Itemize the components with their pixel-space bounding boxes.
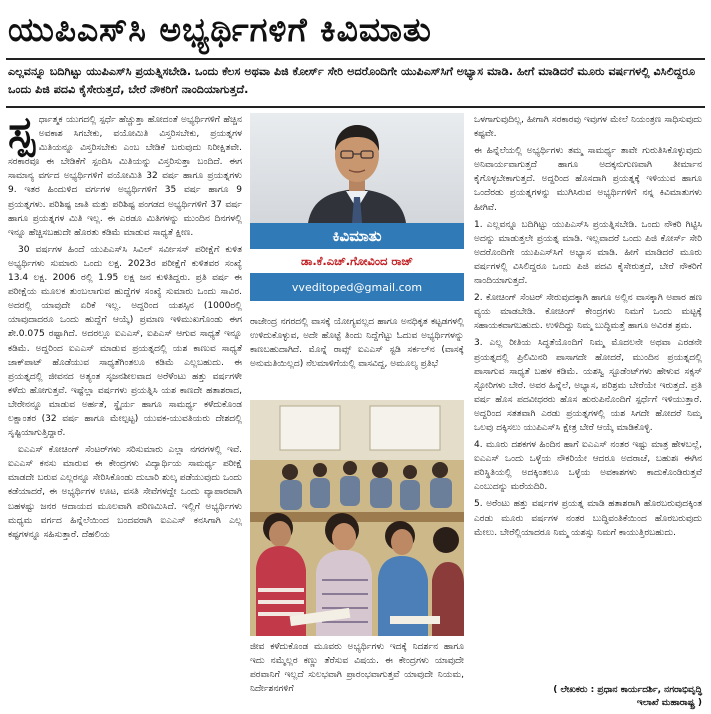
article-column-2-top xyxy=(250,315,464,397)
column-name: ಕಿವಿಮಾತು xyxy=(250,223,464,249)
paragraph: ಒಳಗಾಗುವುದಿಲ್ಲ, ಹೀಗಾಗಿ ಸರಕಾರವು ಇವುಗಳ ಮೇಲೆ ನಿಯಂತ್ರಣ ಸಾಧಿಸುವುದು ಕಷ್ಟವೇ. xyxy=(474,115,702,140)
tip-4: 4. ಮೂರು ದಶಕಗಳ ಹಿಂದಿನ ಹಾಗೆ ಐಎಎಸ್ ನಂತರ ಇಷ್ಟು ಮಾತ್ರ ಹೇಳಬಲ್ಲೆ, ಐಎಎಸ್ ಒಂದು ಒಳ್ಳೆಯ ನೌಕರಿಯೇ ಆದರೂ ಅದರಾಚೆ, ಬಹುಶಃ ಈಗಿನ ಪರಿಸ್ಥಿತಿಯಲ್ಲಿ ಅದಕ್ಕಿಂತಲೂ ಒಳ್ಳೆಯ ಅವಕಾಶಗಳು ಕಾದುಕೊಂಡಿರುತ್ತವೆ ಎಂಬುದನ್ನು ಮರೆಯದಿರಿ. xyxy=(474,440,702,493)
tip-5: 5. ಅರೆಂಟು ಹತ್ತು ವರ್ಷಗಳ ಪ್ರಯತ್ನ ಮಾಡಿ ಹತಾಶರಾಗಿ ಹೊರಬರುವುದಕ್ಕಿಂತ ಎರಡು ಮೂರು ವರ್ಷಗಳ ನಂತರ ಬುದ್ಧಿವಂತಿಕೆಯಿಂದ ಹೊರಬರುವುದು ಮೇಲು. ಬೇರೆಲ್ಲಿಯಾದರೂ ನಿಮ್ಮ ಯಶಸ್ಸು ನಿಮಗೆ ಕಾಯುತ್ತಿರಬಹುದು. xyxy=(474,499,702,538)
classroom-photo xyxy=(250,400,464,636)
tip-2: 2. ಕೋಚಿಂಗ್ ಸೆಂಟರ್ ಸೇರುವುದಕ್ಕಾಗಿ ಹಾಗೂ ಅಲ್ಲಿನ ವಾಸಕ್ಕಾಗಿ ಅಪಾರ ಹಣ ವ್ಯಯ ಮಾಡಬೇಡಿ. ಕೋಚಿಂಗ್ ಕೇಂದ್ರಗಳು ನಿಮಗೆ ಒಂದು ಮಟ್ಟಕ್ಕೆ ಸಹಾಯಕವಾಗಬಹುದು. ಉಳಿದಿದ್ದು ನಿಮ್ಮ ಬುದ್ಧಿಮತ್ತೆ ಹಾಗೂ ಅವಿರತ ಶ್ರಮ. xyxy=(474,293,702,332)
author-name: ಡಾ.ಕೆ.ಎಚ್.ಗೋವಿಂದ ರಾಜ್ xyxy=(250,249,464,273)
article-column-1 xyxy=(8,113,242,709)
byline-line-1: ( ಲೇಖಕರು : ಪ್ರಧಾನ ಕಾರ್ಯದರ್ಶಿ, ನಗರಾಭಿವೃದ್ಧಿ xyxy=(553,685,702,695)
paragraph: ಜೀವ ಕಳೆದುಕೊಂಡ ಮೂವರು ಅಭ್ಯರ್ಥಿಗಳು ಇದಕ್ಕೆ ನಿದರ್ಶನ ಹಾಗೂ ಇದು ನಮ್ಮೆಲ್ಲರ ಕಣ್ಣು ತೆರೆಸುವ ವಿಷಯ. ಈ ಕೇಂದ್ರಗಳು ಯಾವುದೇ ಪರವಾನಿಗೆ ಇಲ್ಲದೆ ಸುಲಭವಾಗಿ ಪ್ರಾರಂಭವಾಗುತ್ತವೆ ಯಾವುದೇ ನಿಯಮ, ನಿರ್ದೇಶನಗಳಿಗೆ xyxy=(250,642,464,695)
standfirst: ಎಲ್ಲವನ್ನೂ ಬದಿಗಿಟ್ಟು ಯುಪಿಎಸ್‌ಸಿ ಪ್ರಯತ್ನಿಸಬೇಡಿ. ಒಂದು ಕೆಲಸ ಅಥವಾ ಪಿಜಿ ಕೋರ್ಸ್‌ ಸೇರಿ ಅದರೊಂದಿಗೇ ಯುಪಿಎಸ್‌ಸಿಗೆ ಅಭ್ಯಾಸ ಮಾಡಿ. ಹೀಗೆ ಮಾಡಿದರೆ ಮೂರು ವರ್ಷಗಳಲ್ಲಿ ವಿಸಿಲಿದ್ದರೂ ಒಂದು ಪಿಜಿ ಪದವಿ ಕೈಸೇರುತ್ತದೆ, ಬೇರೆ ನೌಕರಿಗೆ ನಾಂದಿಯಾಗುತ್ತದೆ. xyxy=(8,65,696,96)
drop-cap: ಸ್ಪ xyxy=(8,113,35,158)
paragraph: ರ್ಧಾತ್ಮಕ ಯುಗದಲ್ಲಿ ಸ್ಪರ್ಧೆ ಹೆಚ್ಚುತ್ತಾ ಹೋದಂತೆ ಅಭ್ಯರ್ಥಿಗಳಿಗೆ ಹೆಚ್ಚಿನ ಅವಕಾಶ ಸಿಗಬೇಕು, ವಯೋಮಿತಿ ವಿಸ್ತರಿಸಬೇಕು, ಪ್ರಯತ್ನಗಳ ಮಿತಿಯನ್ನೂ ವಿಸ್ತರಿಸಬೇಕು ಎಂಬ ಬೇಡಿಕೆ ಬರುವುದು ನಿರೀಕ್ಷಿತವೇ. ಸರಕಾರವೂ ಈ ಬೇಡಿಕೆಗೆ ಸ್ಪಂದಿಸಿ ಮಿತಿಯನ್ನು ವಿಸ್ತರಿಸುತ್ತಾ ಬಂದಿದೆ. ಈಗ ಸಾಮಾನ್ಯ ವರ್ಗದ ಅಭ್ಯರ್ಥಿಗಳಿಗೆ ವಯೋಮಿತಿ 32 ವರ್ಷ ಹಾಗೂ ಪ್ರಯತ್ನಗಳು 9. ಇತರ ಹಿಂದುಳಿದ ವರ್ಗಗಳ ಅಭ್ಯರ್ಥಿಗಳಿಗೆ 35 ವರ್ಷ ಹಾಗೂ 9 ಪ್ರಯತ್ನಗಳು. ಪರಿಶಿಷ್ಟ ಜಾತಿ ಮತ್ತು ಪರಿಶಿಷ್ಟ ಪಂಗಡದ ಅಭ್ಯರ್ಥಿಗಳಿಗೆ 37 ವರ್ಷ ಹಾಗೂ ಪ್ರಯತ್ನಗಳ ಮಿತಿ ಇಲ್ಲ. ಈ ಎರಡೂ ಮಿತಿಗಳನ್ನು ಮುಂದಿನ ದಿನಗಳಲ್ಲಿ ಇನ್ನೂ ಹೆಚ್ಚಿಸಬಹುದೇ ಹೊರತು ಕಡಿಮೆ ಮಾಡುವ ಸಾಧ್ಯತೆ ಕ್ಷೀಣ. xyxy=(8,115,242,238)
paragraph: 30 ವರ್ಷಗಳ ಹಿಂದೆ ಯುಪಿಎಸ್‌ಸಿ ಸಿವಿಲ್ ಸರ್ವೀಸಸ್ ಪರೀಕ್ಷೆಗೆ ಕುಳಿತ ಅಭ್ಯರ್ಥಿಗಳು ಸುಮಾರು ಒಂದು ಲಕ್ಷ. 2023ರ ಪರೀಕ್ಷೆಗೆ ಕುಳಿತವರ ಸಂಖ್ಯೆ 13.4 ಲಕ್ಷ. 2006 ರಲ್ಲಿ 1.95 ಲಕ್ಷ ಜನ ಕುಳಿತಿದ್ದರು. ಪ್ರತಿ ವರ್ಷ ಈ ಪರೀಕ್ಷೆಯ ಮೂಲಕ ತುಂಬಲಾಗುವ ಹುದ್ದೆಗಳ ಸಂಖ್ಯೆ ಸುಮಾರು ಒಂದು ಸಾವಿರ. ಅದರಲ್ಲಿ ಯಾವುದೇ ಏರಿಕೆ ಇಲ್ಲ. ಅದ್ದರಿಂದ ಯಶಸ್ಸಿನ (1000ರಲ್ಲಿ ಯಾವುದಾದರೂ ಒಂದು ಹುದ್ದೆಗೆ ಆಯ್ಕೆ) ಪ್ರಮಾಣ ಇಳಿಮುಖಗೊಂಡು ಈಗ ಶೇ.0.075 ರಷ್ಟಾಗಿದೆ. ಅದರಲ್ಲೂ ಐಎಎಸ್, ಐಪಿಎಸ್ ಆಗುವ ಸಾಧ್ಯತೆ ಇನ್ನೂ ಕಡಿಮೆ. ಅದ್ದರಿಂದ ಐಎಎಸ್ ಮಾಡುವ ಪ್ರಯತ್ನದಲ್ಲಿ ಯಶ ಕಾಣುವ ಸಾಧ್ಯತೆ ಜಾಕ್‌ಪಾಟ್ ಹೊಡೆಯುವ ಸಾಧ್ಯತೆಗಿಂತಲೂ ಕಡಿಮೆ ಎಲ್ಲಬಹುದು. ಈ ಪ್ರಯತ್ನದಲ್ಲಿ ಜೀವನದ ಅತ್ಯಂತ ಸೃಜನಶೀಲವಾದ ಅರೆಳೆಂಟು ಹತ್ತು ವರ್ಷಗಳೇ ಕಳೆದು ಹೋಗುತ್ತವೆ. ಇಷ್ಟೆಲ್ಲಾ ವರ್ಷಗಳು ಪ್ರಯತ್ನಿಸಿ ಯಶ ಕಾಣದೇ ಹತಾಶರಾದ, ಬೇರೇನನ್ನೂ ಮಾಡುವ ಅರ್ಹತೆ, ಸ್ಥೈರ್ಯ ಹಾಗೂ ಸಾಮರ್ಥ್ಯ ಕಳೆದುಕೊಂಡ ಲಕ್ಷಾಂತರ (32 ವರ್ಷ ಹಾಗೂ ಮೇಲ್ಪಟ್ಟ) ಯುವಕ-ಯುವತಿಯರು ದೇಶದಲ್ಲಿ ಸೃಷ್ಟಿಯಾಗುತ್ತಿದ್ದಾರೆ. xyxy=(8,244,242,439)
headline-rule xyxy=(6,58,705,60)
article-column-3 xyxy=(474,113,702,683)
columnist-photo xyxy=(250,113,464,223)
tip-3: 3. ಎಲ್ಲ ರೀತಿಯ ಸಿದ್ಧತೆಯೊಂದಿಗೆ ನಿಮ್ಮ ಮೊದಲನೇ ಅಥವಾ ಎರಡನೇ ಪ್ರಯತ್ನದಲ್ಲಿ ಪ್ರಿಲಿಮಿನರಿ ಪಾಸಾಗದೇ ಹೋದರೆ, ಮುಂದಿನ ಪ್ರಯತ್ನದಲ್ಲಿ ಪಾಸಾಗುವ ಸಾಧ್ಯತೆ ಬಹಳ ಕಡಿಮೆ. ಯಶಸ್ವಿ ಸ್ಟೂಡೆಂಟ್‌ಗಳು ಹೇಳುವ ಸಕ್ಸಸ್ ಸ್ಟೋರಿಗಳು ಬೇರೆ. ಅವರ ಹಿನ್ನೆಲೆ, ಅಭ್ಯಾಸ, ಪರಿಶ್ರಮ ಬೇರೆಯೇ ಇರುತ್ತದೆ. ಪ್ರತಿ ವರ್ಷ ಹೊಸ ಪದವೀಧರರು ಹೊಸ ಹುರುಪಿನೊಂದಿಗೆ ಸ್ಪರ್ಧೆಗೆ ಇಳಿಯುತ್ತಾರೆ. ಅದ್ದರಿಂದ ಸತತವಾಗಿ ಎರಡು ಪ್ರಯತ್ನಗಳಲ್ಲಿ ಯಶ ಸಿಗದೇ ಹೋದರೆ ನಿಮ್ಮ ಒಲವು ದಕ್ಕಿಸಲು ಯುಪಿಎಸ್‌ಸಿ ಕ್ಷೇತ್ರ ಬೇರೆ ಆಯ್ಕೆ ಮಾಡಿಕೊಳ್ಳಿ. xyxy=(474,338,702,433)
standfirst-rule xyxy=(6,106,705,108)
columnist-panel xyxy=(250,113,464,301)
paragraph: ಐಎಎಸ್ ಕೋಚಿಂಗ್ ಸೆಂಟರ್‌ಗಳು ಸರಿಸುಮಾರು ಎಲ್ಲಾ ನಗರಗಳಲ್ಲಿ ಇವೆ. ಐಎಎಸ್ ಕನಸು ಮಾರುವ ಈ ಕೇಂದ್ರಗಳು ವಿದ್ಯಾರ್ಥಿಯ ಸಾಮರ್ಥ್ಯ ಪರೀಕ್ಷೆ ಮಾಡದೇ ಬರುವ ಎಲ್ಲರನ್ನೂ ಸೇರಿಸಿಕೊಂಡು ದುಬಾರಿ ಶುಲ್ಕ ಪಡೆಯುವುದು ಒಂದು ಕಡೆಯಾದರೆ, ಈ ಅಭ್ಯರ್ಥಿಗಳ ಊಟ, ವಸತಿ ಸೇವೆಗಳದ್ದೇ ಒಂದು ವ್ಯಾಪಾರವಾಗಿ ಬಹಳಷ್ಟು ಜನರ ಆದಾಯದ ಮೂಲವಾಗಿ ಪರಿಣಮಿಸಿದೆ. ಇಲ್ಲಿಗೆ ಅಭ್ಯರ್ಥಿಗಳು ಮಧ್ಯಮ ವರ್ಗದ ಹಿನ್ನೆಲೆಯಿಂದ ಬಂದವರಾಗಿ ಐಎಎಸ್ ಕನಸಿಗಾಗಿ ಎಲ್ಲ ಕಷ್ಟಗಳನ್ನೂ ಸಹಿಸುತ್ತಾರೆ. ದೆಹಲಿಯ xyxy=(8,445,242,540)
paragraph: ಈ ಹಿನ್ನೆಲೆಯಲ್ಲಿ ಅಭ್ಯರ್ಥಿಗಳು ತಮ್ಮ ಸಾಮರ್ಥ್ಯ ತಾವೇ ಗುರುತಿಸಿಕೊಳ್ಳುವುದು ಅನಿವಾರ್ಯವಾಗುತ್ತದೆ ಹಾಗೂ ಅದಕ್ಕನುಗುಣವಾಗಿ ತೀರ್ಮಾನ ಕೈಗೊಳ್ಳಬೇಕಾಗುತ್ತದೆ. ಅದ್ದರಿಂದ ಹೊಸದಾಗಿ ಪ್ರಯತ್ನಕ್ಕೆ ಇಳಿಯುವ ಹಾಗೂ ಒಂದೆರಡು ಪ್ರಯತ್ನಗಳನ್ನು ಮುಗಿಸಿರುವ ಅಭ್ಯರ್ಥಿಗಳಿಗೆ ನನ್ನ ಕಿವಿಮಾತುಗಳು ಹೀಗಿವೆ. xyxy=(474,146,702,213)
tip-1: 1. ಎಲ್ಲವನ್ನೂ ಬದಿಗಿಟ್ಟು ಯುಪಿಎಸ್‌ಸಿ ಪ್ರಯತ್ನಿಸಬೇಡಿ. ಒಂದು ನೌಕರಿ ಗಿಟ್ಟಿಸಿ ಅದನ್ನು ಮಾಡುತ್ತಲೇ ಪ್ರಯತ್ನ ಮಾಡಿ. ಇಲ್ಲವಾದರೆ ಒಂದು ಪಿಜಿ ಕೋರ್ಸ್ ಸೇರಿ ಅದರೊಂದಿಗೇ ಯುಪಿಎಸ್‌ಸಿಗೆ ಅಭ್ಯಾಸ ಮಾಡಿ. ಹೀಗೆ ಮಾಡಿದರೆ ಮೂರು ವರ್ಷಗಳಲ್ಲಿ ವಿಸಿಲಿದ್ದರೂ ಒಂದು ಪಿಜಿ ಪದವಿ ಕೈಸೇರುತ್ತದೆ, ಬೇರೆ ನೌಕರಿಗೆ ನಾಂದಿಯಾಗುತ್ತದೆ. xyxy=(474,219,702,287)
article-column-2-bottom xyxy=(250,640,464,710)
author-email[interactable]: vveditoped@gmail.com xyxy=(250,275,464,301)
paragraph: ರಾಜೇಂದ್ರ ನಗರದಲ್ಲಿ ವಾಸಕ್ಕೆ ಯೋಗ್ಯವಲ್ಲದ ಹಾಗೂ ಅನಧಿಕೃತ ಕಟ್ಟಡಗಳಲ್ಲಿ ಉಳಿದುಕೊಳ್ಳುವ, ಅದೇ ಹೊಟ್ಟೆ ತಿಂದು ನಿದ್ದೆಗೆಟ್ಟು ಓದುವ ಅಭ್ಯರ್ಥಿಗಳನ್ನು ಕಾಣಬಹುದಾಗಿದೆ. ಮೊನ್ನೆ ರಾವ್ಸ್ ಐಎಎಸ್ ಸ್ಟಡಿ ಸರ್ಕಲ್‌ನ (ವಾಸಕ್ಕೆ ಅನುಮತಿಯಿಲ್ಲದ) ನೆಲಮಾಳಿಗೆಯಲ್ಲಿ ವಾಸವಿದ್ದ, ಅಮೂಲ್ಯ ಪ್ರತಿಭೆ xyxy=(250,317,464,370)
author-byline xyxy=(474,684,702,710)
headline: ಯುಪಿಎಸ್‌ಸಿ ಅಭ್ಯರ್ಥಿಗಳಿಗೆ ಕಿವಿಮಾತು xyxy=(8,10,432,49)
byline-line-2: ಇಲಾಖೆ ಮಹಾರಾಷ್ಟ್ರ ) xyxy=(636,698,702,708)
